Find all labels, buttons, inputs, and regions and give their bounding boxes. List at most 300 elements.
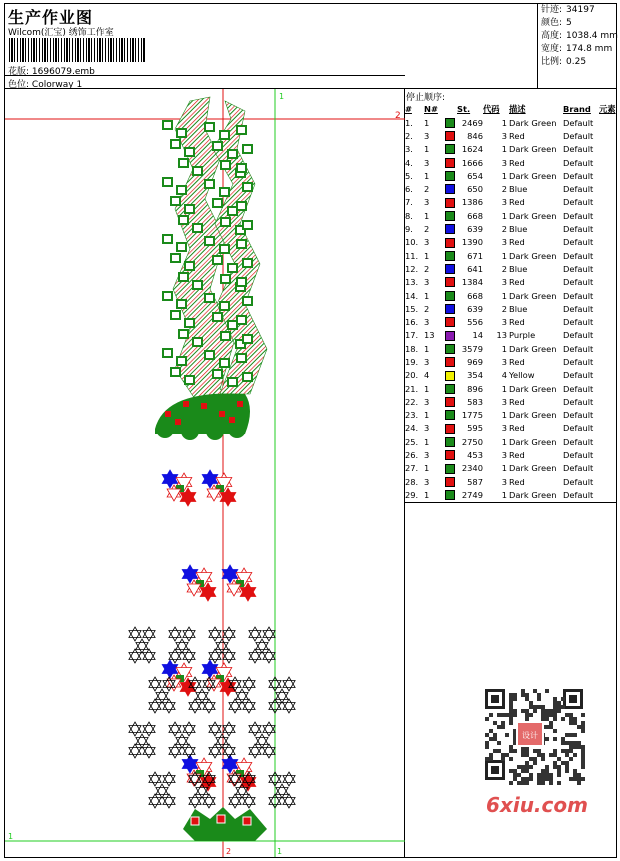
black-outline-star xyxy=(276,693,288,704)
stop-brand: Default xyxy=(563,210,594,221)
qr-module xyxy=(541,757,545,761)
black-outline-star xyxy=(209,748,221,759)
design-file: 1696079.emb xyxy=(31,67,95,77)
color-swatch xyxy=(445,198,455,208)
color-swatch xyxy=(445,224,455,234)
black-outline-star xyxy=(249,649,261,660)
black-outline-star xyxy=(229,798,241,809)
stop-code: 1 xyxy=(501,290,507,301)
stop-brand: Default xyxy=(563,277,594,288)
black-outline-star xyxy=(249,744,261,755)
stop-row xyxy=(405,236,616,249)
qr-module xyxy=(509,769,513,773)
black-outline-star xyxy=(163,772,175,783)
stop-brand: Default xyxy=(563,450,594,461)
stop-description: Dark Green xyxy=(509,343,557,354)
black-outline-star xyxy=(149,776,161,787)
qr-module xyxy=(513,709,517,713)
vine-square xyxy=(185,319,194,327)
qr-module xyxy=(501,757,505,761)
stop-needle: 2 xyxy=(424,263,430,274)
vine-square xyxy=(243,373,252,381)
stop-brand: Default xyxy=(563,117,594,128)
stop-code: 2 xyxy=(501,263,507,274)
stop-swatch xyxy=(445,435,457,448)
vine-square xyxy=(193,281,202,289)
col-stitches: St. xyxy=(457,104,471,114)
vine-square xyxy=(228,150,237,158)
qr-module xyxy=(569,749,573,753)
stop-stitches: 668 xyxy=(467,290,483,301)
black-outline-star xyxy=(183,631,195,642)
stop-description: Dark Green xyxy=(509,250,557,261)
qr-module xyxy=(489,753,493,757)
black-outline-star xyxy=(263,653,275,664)
stop-description: Yellow xyxy=(509,370,535,381)
stop-needle: 13 xyxy=(424,330,435,341)
stop-code: 3 xyxy=(501,476,507,487)
black-outline-star xyxy=(129,744,141,755)
black-outline-star xyxy=(143,748,155,759)
qr-module xyxy=(509,781,513,785)
stop-sequence-table xyxy=(405,102,616,502)
black-outline-star xyxy=(143,627,155,638)
qr-module xyxy=(569,733,573,737)
stop-row xyxy=(405,209,616,222)
black-outline-star xyxy=(156,788,168,799)
stop-swatch xyxy=(445,276,457,289)
stat-height: 高度: 1038.4 mm xyxy=(541,31,618,41)
black-outline-star xyxy=(169,649,181,660)
stop-index: 5. xyxy=(405,170,413,181)
stop-swatch xyxy=(445,249,457,262)
black-outline-star xyxy=(163,703,175,714)
stop-needle: 1 xyxy=(424,250,430,261)
stop-index: 9. xyxy=(405,224,413,235)
qr-module xyxy=(485,741,489,745)
stop-stitches: 595 xyxy=(467,423,483,434)
stop-row xyxy=(405,143,616,156)
stop-needle: 1 xyxy=(424,463,430,474)
red-bead xyxy=(175,419,181,425)
black-outline-star xyxy=(203,699,215,710)
qr-module xyxy=(529,765,533,769)
qr-module xyxy=(497,741,501,745)
qr-module xyxy=(577,781,581,785)
stop-brand: Default xyxy=(563,489,594,500)
black-outline-star xyxy=(143,726,155,737)
stop-swatch xyxy=(445,475,457,488)
stop-code: 1 xyxy=(501,343,507,354)
black-outline-star xyxy=(129,748,141,759)
vine-square xyxy=(177,243,186,251)
black-outline-star xyxy=(176,738,188,749)
stop-index: 10. xyxy=(405,237,419,248)
black-outline-star xyxy=(229,703,241,714)
stop-needle: 3 xyxy=(424,396,430,407)
qr-module xyxy=(549,709,553,713)
color-swatch xyxy=(445,397,455,407)
vine-square xyxy=(163,349,172,357)
qr-module xyxy=(525,693,529,697)
black-outline-star xyxy=(229,794,241,805)
vine-square xyxy=(179,159,188,167)
stop-stitches: 896 xyxy=(467,383,483,394)
stop-brand: Default xyxy=(563,130,594,141)
vine-square xyxy=(193,167,202,175)
stop-description: Dark Green xyxy=(509,210,557,221)
stop-stitches: 1384 xyxy=(461,277,483,288)
black-outline-star xyxy=(163,776,175,787)
black-outline-star xyxy=(209,722,221,733)
qr-module xyxy=(489,757,493,761)
black-outline-star xyxy=(223,653,235,664)
black-outline-star xyxy=(149,703,161,714)
qr-module xyxy=(573,769,577,773)
stop-description: Blue xyxy=(509,303,528,314)
qr-module xyxy=(545,769,549,773)
stop-brand: Default xyxy=(563,157,594,168)
stop-row xyxy=(405,462,616,475)
qr-module xyxy=(549,777,553,781)
stop-stitches: 2340 xyxy=(461,463,483,474)
stop-stitches: 556 xyxy=(467,317,483,328)
qr-module xyxy=(561,741,565,745)
vine-square xyxy=(185,376,194,384)
stat-colors: 颜色: 5 xyxy=(541,18,572,28)
qr-module xyxy=(501,713,505,717)
stop-swatch xyxy=(445,488,457,501)
qr-module xyxy=(513,769,517,773)
stop-swatch xyxy=(445,342,457,355)
stop-description: Dark Green xyxy=(509,290,557,301)
vine-square xyxy=(243,335,252,343)
col-brand: Brand xyxy=(563,104,591,114)
stop-swatch xyxy=(445,169,457,182)
vine-square xyxy=(179,330,188,338)
stop-row xyxy=(405,182,616,195)
qr-module xyxy=(569,741,573,745)
vine-square xyxy=(213,313,222,321)
stop-needle: 3 xyxy=(424,237,430,248)
vine-square xyxy=(205,351,214,359)
stop-index: 27. xyxy=(405,463,419,474)
stop-description: Blue xyxy=(509,224,528,235)
black-outline-star xyxy=(276,788,288,799)
black-outline-star xyxy=(223,649,235,660)
qr-module xyxy=(545,777,549,781)
vine-square xyxy=(177,186,186,194)
qr-module xyxy=(509,693,513,697)
stop-code: 3 xyxy=(501,277,507,288)
stop-needle: 3 xyxy=(424,197,430,208)
vine-square xyxy=(228,378,237,386)
qr-module xyxy=(581,777,585,781)
black-outline-star xyxy=(263,627,275,638)
vine-square xyxy=(228,321,237,329)
stop-description: Dark Green xyxy=(509,489,557,500)
stop-index: 26. xyxy=(405,450,419,461)
stop-code: 2 xyxy=(501,184,507,195)
stop-row xyxy=(405,342,616,355)
black-outline-star xyxy=(223,722,235,733)
color-swatch xyxy=(445,291,455,301)
stop-stitches: 639 xyxy=(467,224,483,235)
black-outline-star xyxy=(189,798,201,809)
red-bead xyxy=(219,411,225,417)
stop-row xyxy=(405,169,616,182)
stop-needle: 1 xyxy=(424,343,430,354)
vine-square xyxy=(221,161,230,169)
qr-module xyxy=(509,705,513,709)
qr-module xyxy=(509,749,513,753)
stats-panel xyxy=(538,4,617,89)
qr-module xyxy=(525,709,529,713)
black-outline-star xyxy=(236,788,248,799)
stop-sequence-panel xyxy=(405,89,617,503)
stop-description: Red xyxy=(509,450,525,461)
qr-module xyxy=(525,765,529,769)
qr-module xyxy=(521,709,525,713)
black-outline-star xyxy=(209,726,221,737)
stop-index: 25. xyxy=(405,436,419,447)
qr-module xyxy=(557,765,561,769)
black-outline-star xyxy=(129,627,141,638)
stop-brand: Default xyxy=(563,396,594,407)
black-outline-star xyxy=(183,627,195,638)
stop-needle: 4 xyxy=(424,370,430,381)
black-outline-star xyxy=(223,744,235,755)
stop-description: Red xyxy=(509,277,525,288)
guide-label-green-top: 1 xyxy=(279,92,285,101)
qr-module xyxy=(561,705,565,709)
qr-module xyxy=(537,705,541,709)
black-outline-star xyxy=(169,722,181,733)
vine-square xyxy=(185,205,194,213)
stop-row xyxy=(405,276,616,289)
color-swatch xyxy=(445,317,455,327)
stop-needle: 1 xyxy=(424,117,430,128)
vine-square xyxy=(179,273,188,281)
qr-module xyxy=(517,781,521,785)
stop-swatch xyxy=(445,462,457,475)
stop-swatch xyxy=(445,129,457,142)
qr-module xyxy=(569,757,573,761)
stop-stitches: 2750 xyxy=(461,436,483,447)
vine-square xyxy=(171,140,180,148)
qr-module xyxy=(513,693,517,697)
black-outline-star xyxy=(176,643,188,654)
black-outline-star xyxy=(129,631,141,642)
color-swatch xyxy=(445,344,455,354)
black-outline-star xyxy=(209,744,221,755)
stop-brand: Default xyxy=(563,197,594,208)
stop-brand: Default xyxy=(563,184,594,195)
qr-module xyxy=(541,769,545,773)
stop-description: Red xyxy=(509,317,525,328)
vine-square xyxy=(237,316,246,324)
stop-swatch xyxy=(445,156,457,169)
vine-square xyxy=(237,278,246,286)
embroidery-artwork xyxy=(129,97,295,841)
qr-module xyxy=(537,693,541,697)
black-outline-star xyxy=(229,699,241,710)
color-swatch xyxy=(445,304,455,314)
qr-module xyxy=(573,721,577,725)
black-outline-star xyxy=(276,784,288,795)
qr-module xyxy=(485,717,489,721)
vine-square xyxy=(213,256,222,264)
red-bead xyxy=(165,411,171,417)
black-outline-star xyxy=(143,722,155,733)
stop-swatch xyxy=(445,422,457,435)
qr-module xyxy=(525,749,529,753)
black-outline-star xyxy=(249,627,261,638)
stop-row xyxy=(405,488,616,501)
qr-module xyxy=(517,765,521,769)
stop-code: 13 xyxy=(496,330,507,341)
qr-module xyxy=(489,713,493,717)
barcode xyxy=(9,38,146,62)
stop-description: Dark Green xyxy=(509,170,557,181)
stop-brand: Default xyxy=(563,237,594,248)
stop-swatch xyxy=(445,369,457,382)
black-outline-star xyxy=(243,703,255,714)
stop-swatch xyxy=(445,355,457,368)
vine-square xyxy=(220,359,229,367)
stop-stitches: 650 xyxy=(467,184,483,195)
black-outline-star xyxy=(169,627,181,638)
black-outline-star xyxy=(143,631,155,642)
stop-code: 3 xyxy=(501,450,507,461)
stop-stitches: 671 xyxy=(467,250,483,261)
stop-brand: Default xyxy=(563,370,594,381)
vine-square xyxy=(171,197,180,205)
red-bead xyxy=(201,403,207,409)
qr-module xyxy=(565,733,569,737)
stop-row xyxy=(405,448,616,461)
qr-module xyxy=(553,753,557,757)
qr-module xyxy=(525,713,529,717)
qr-module xyxy=(509,697,513,701)
black-outline-star xyxy=(183,726,195,737)
stop-index: 29. xyxy=(405,489,419,500)
stop-stitches: 587 xyxy=(467,476,483,487)
guide-label-red-right: 2 xyxy=(395,111,401,121)
qr-module xyxy=(557,705,561,709)
qr-module xyxy=(581,753,585,757)
stop-code: 3 xyxy=(501,237,507,248)
qr-module xyxy=(565,713,569,717)
stop-description: Blue xyxy=(509,184,528,195)
qr-module xyxy=(545,689,549,693)
qr-module xyxy=(489,729,493,733)
stop-stitches: 969 xyxy=(467,356,483,367)
col-element: 元素 xyxy=(599,104,616,114)
vine-square xyxy=(193,224,202,232)
black-outline-star xyxy=(263,748,275,759)
stop-stitches: 846 xyxy=(467,130,483,141)
qr-module xyxy=(505,753,509,757)
stop-index: 17. xyxy=(405,330,419,341)
qr-module xyxy=(573,733,577,737)
qr-module xyxy=(529,757,533,761)
qr-module xyxy=(545,717,549,721)
vine-square xyxy=(237,202,246,210)
red-bead xyxy=(229,417,235,423)
black-outline-star xyxy=(216,643,228,654)
qr-module xyxy=(561,749,565,753)
black-outline-star xyxy=(149,677,161,688)
stop-index: 8. xyxy=(405,210,413,221)
color-swatch xyxy=(445,424,455,434)
qr-module xyxy=(557,701,561,705)
black-outline-star xyxy=(196,788,208,799)
black-outline-star xyxy=(163,699,175,710)
qr-module xyxy=(565,753,569,757)
stop-code: 1 xyxy=(501,144,507,155)
qr-module xyxy=(529,705,533,709)
stop-needle: 1 xyxy=(424,170,430,181)
vine-square xyxy=(185,262,194,270)
black-outline-star xyxy=(129,726,141,737)
vine-square xyxy=(221,218,230,226)
qr-module xyxy=(553,761,557,765)
qr-module xyxy=(521,765,525,769)
stop-row xyxy=(405,355,616,368)
stop-description: Dark Green xyxy=(509,410,557,421)
vine-square xyxy=(237,126,246,134)
qr-module xyxy=(525,777,529,781)
stop-code: 3 xyxy=(501,317,507,328)
qr-module xyxy=(501,721,505,725)
stop-stitches: 1666 xyxy=(461,157,483,168)
black-outline-star xyxy=(143,653,155,664)
black-outline-star xyxy=(283,703,295,714)
qr-module xyxy=(557,781,561,785)
black-outline-star xyxy=(183,744,195,755)
bottom-red-square xyxy=(243,817,251,825)
vine-square xyxy=(205,123,214,131)
black-outline-star xyxy=(203,798,215,809)
stop-description: Purple xyxy=(509,330,536,341)
black-outline-star xyxy=(216,734,228,745)
stop-description: Red xyxy=(509,197,525,208)
stop-swatch xyxy=(445,209,457,222)
qr-module xyxy=(513,777,517,781)
stop-row xyxy=(405,395,616,408)
qr-module xyxy=(549,773,553,777)
vine-square xyxy=(171,311,180,319)
qr-module xyxy=(569,777,573,781)
qr-module xyxy=(553,749,557,753)
color-swatch xyxy=(445,277,455,287)
qr-module xyxy=(489,737,493,741)
stop-index: 1. xyxy=(405,117,413,128)
stop-index: 13. xyxy=(405,277,419,288)
stop-code: 1 xyxy=(501,117,507,128)
qr-module xyxy=(557,773,561,777)
color-swatch xyxy=(445,118,455,128)
black-outline-star xyxy=(156,784,168,795)
stop-swatch xyxy=(445,315,457,328)
vine-square xyxy=(163,178,172,186)
color-swatch xyxy=(445,477,455,487)
qr-module xyxy=(537,753,541,757)
black-outline-star xyxy=(216,738,228,749)
stop-row xyxy=(405,289,616,302)
qr-module xyxy=(581,721,585,725)
